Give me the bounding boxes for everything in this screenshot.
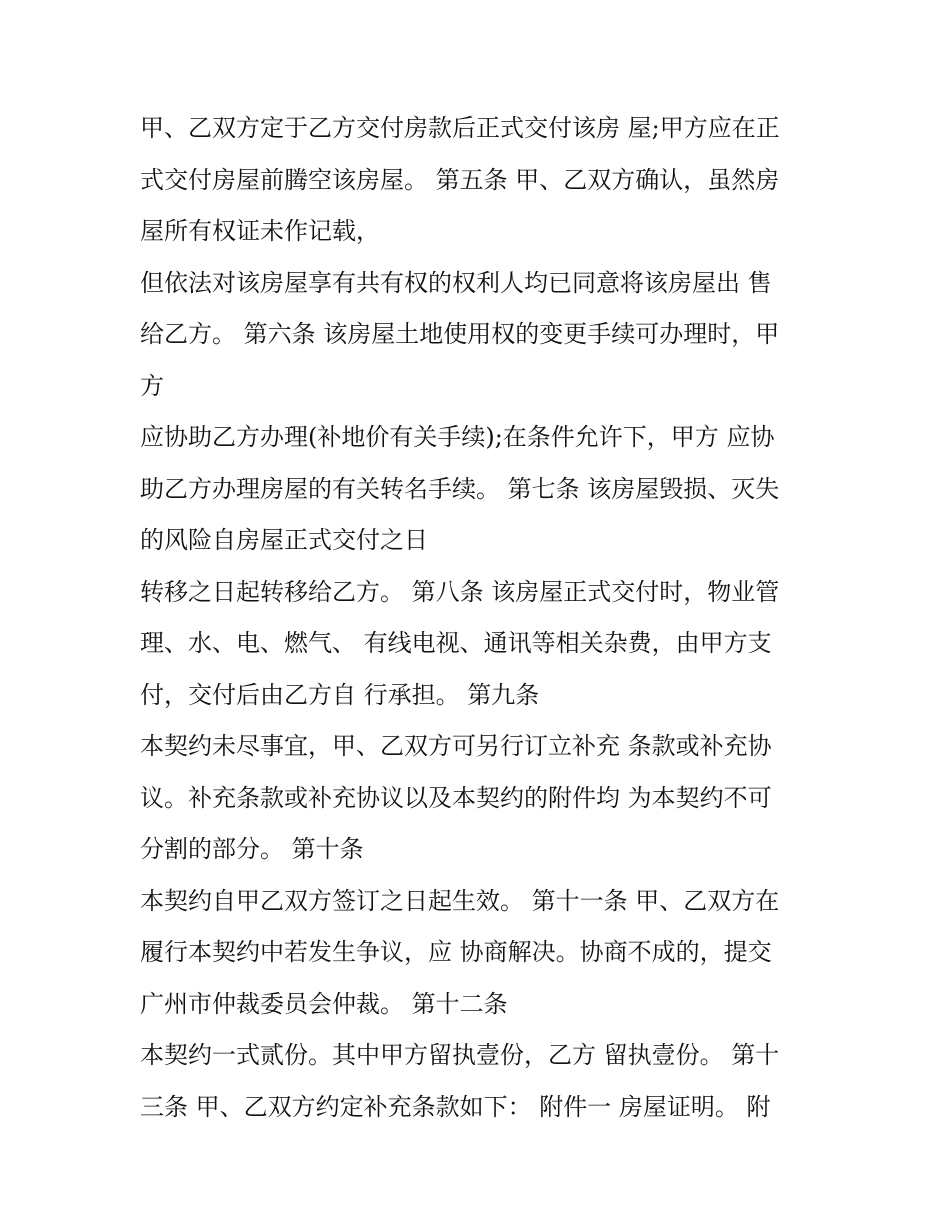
text-line: 三条 甲、乙双方约定补充条款如下： 附件一 房屋证明。 附: [140, 1092, 771, 1121]
text-line: 屋所有权证未作记载，: [140, 217, 380, 245]
text-line: 甲、乙双方定于乙方交付房款后正式交付该房 屋;甲方应在正: [140, 114, 780, 142]
text-line: 付，交付后由乙方自 行承担。 第九条: [140, 680, 540, 709]
text-line: 方: [140, 371, 164, 400]
text-line: 广州市仲裁委员会仲裁。 第十二条: [140, 989, 508, 1018]
text-line: 的风险自房屋正式交付之日: [140, 526, 428, 554]
text-line: 转移之日起转移给乙方。 第八条 该房屋正式交付时，物业管: [140, 577, 780, 606]
text-line: 但依法对该房屋享有共有权的权利人均已同意将该房屋出 售: [140, 268, 772, 297]
text-line: 应协助乙方办理(补地价有关手续);在条件允许下，甲方 应协: [140, 423, 775, 451]
text-line: 式交付房屋前腾空该房屋。 第五条 甲、乙双方确认，虽然房: [140, 165, 780, 194]
document-body: [140, 103, 820, 1133]
text-line: 本契约一式贰份。其中甲方留执壹份，乙方 留执壹份。 第十: [140, 1041, 780, 1069]
text-line: 本契约自甲乙双方签订之日起生效。 第十一条 甲、乙双方在: [140, 886, 780, 915]
text-line: 给乙方。 第六条 该房屋土地使用权的变更手续可办理时，甲: [140, 320, 780, 348]
text-line: 理、水、电、燃气、 有线电视、通讯等相关杂费，由甲方支: [140, 629, 772, 657]
text-line: 履行本契约中若发生争议，应 协商解决。协商不成的，提交: [140, 938, 772, 966]
text-line: 分割的部分。 第十条: [140, 835, 364, 863]
text-line: 本契约未尽事宜，甲、乙双方可另行订立补充 条款或补充协: [140, 732, 772, 760]
text-line: 议。补充条款或补充协议以及本契约的附件均 为本契约不可: [140, 783, 772, 812]
text-line: 助乙方办理房屋的有关转名手续。 第七条 该房屋毁损、灭失: [140, 474, 780, 503]
